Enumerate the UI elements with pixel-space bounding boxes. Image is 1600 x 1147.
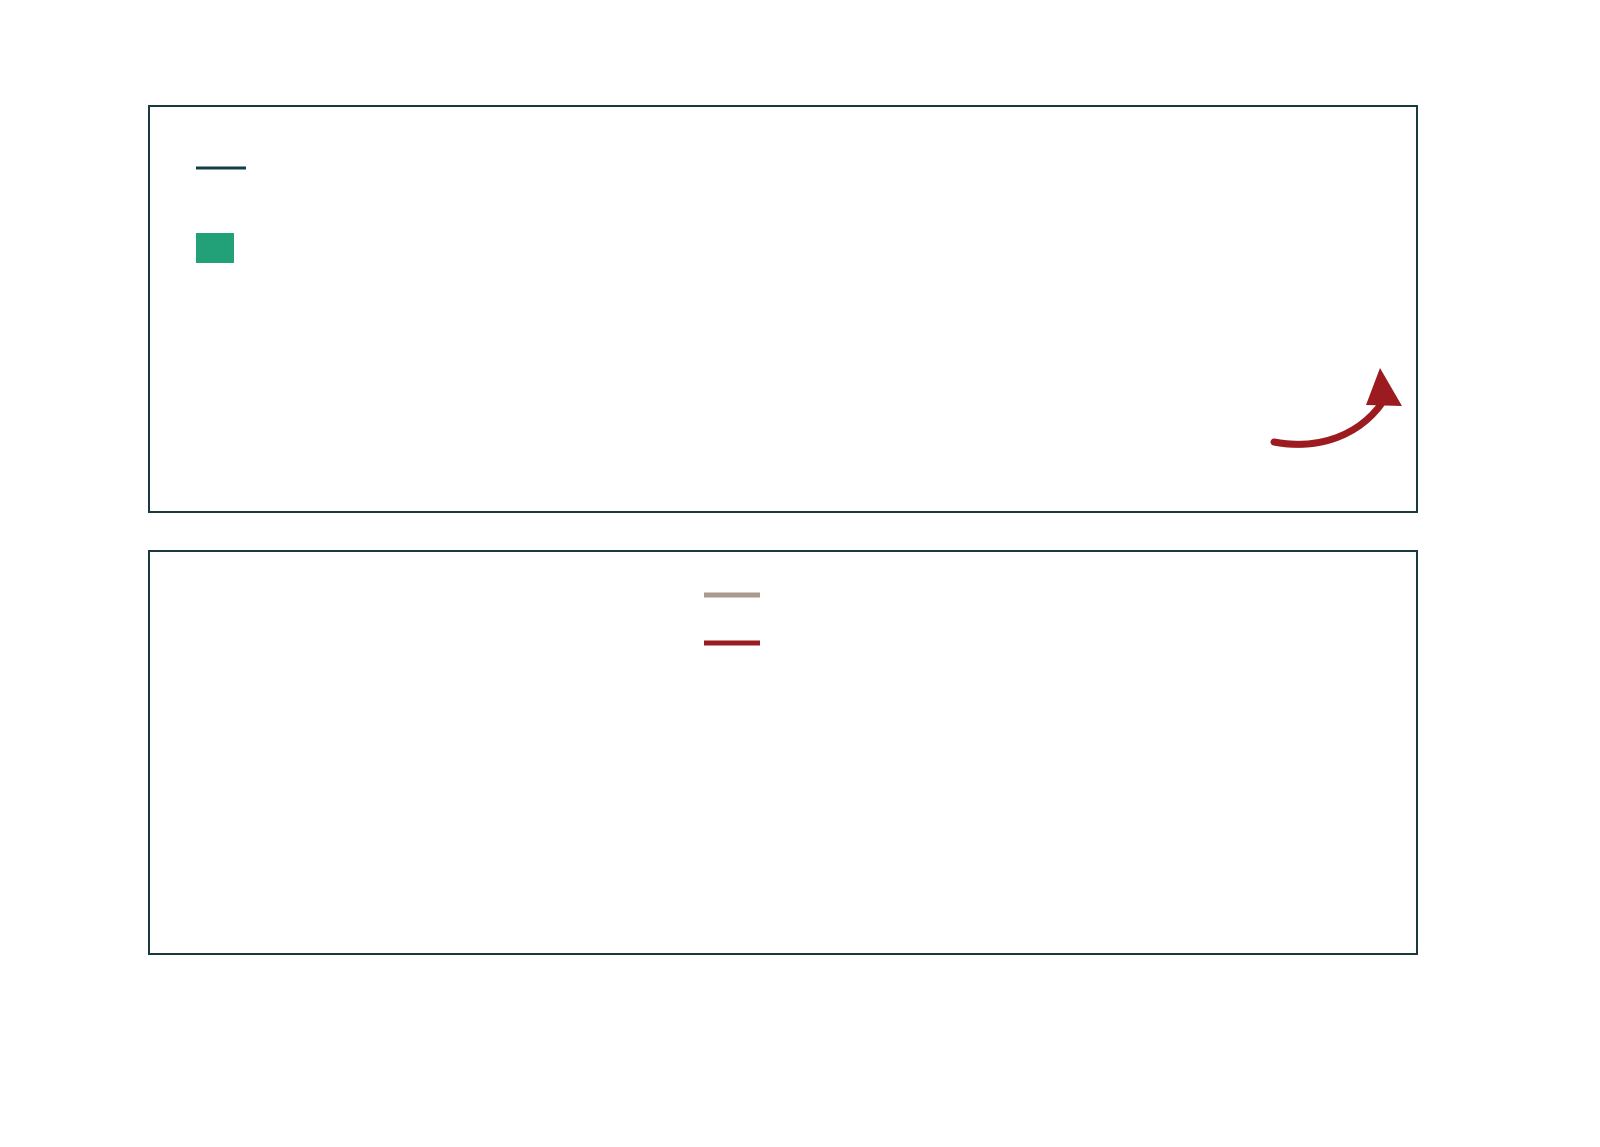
- bottom-chart-svg: [150, 552, 1416, 953]
- legend-unemployment-swatch: [704, 636, 760, 650]
- top-chart-svg: [150, 107, 1416, 511]
- legend-saving-swatch: [704, 588, 760, 602]
- legend-line-swatch: [196, 160, 246, 176]
- arrow-up-icon: [1270, 360, 1420, 450]
- legend-bar-swatch: [196, 233, 234, 263]
- top-chart-panel: [148, 105, 1418, 513]
- bottom-chart-panel: [148, 550, 1418, 955]
